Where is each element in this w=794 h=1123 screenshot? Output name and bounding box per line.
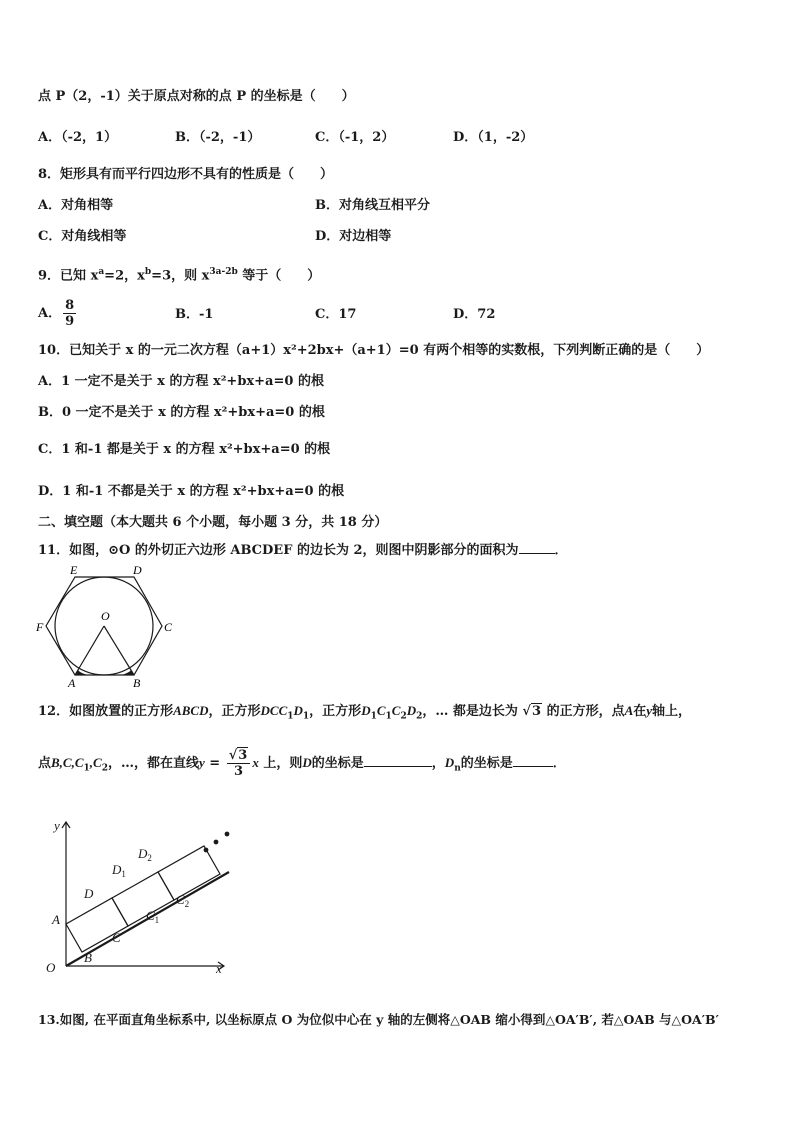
segment-oa xyxy=(75,626,104,675)
q13-stem: 13.如图, 在平面直角坐标系中, 以坐标原点 O 为位似中心在 y 轴的左侧将△OAB 缩小得到△OA′B′, 若△OAB 与△OA′B′ xyxy=(38,1012,719,1027)
q8-option-d: D．对边相等 xyxy=(315,229,392,244)
q7-option-a: A．（-2，1） xyxy=(38,130,118,145)
label-d: D xyxy=(133,563,142,577)
q11-stem: 11．如图，⊙O 的外切正六边形 ABCDEF 的边长为 2，则图中阴影部分的面积为 ． xyxy=(38,543,568,558)
q8-option-b: B．对角线互相平分 xyxy=(315,198,430,213)
q10-stem: 10．已知关于 x 的一元二次方程（a+1）x²+2bx+（a+1）=0 有两个相等的实数根，下列判断正确的是（ ） xyxy=(38,343,710,358)
label-y: y xyxy=(54,818,60,833)
q9-option-b: B．-1 xyxy=(175,307,214,322)
q7-option-d: D．（1，-2） xyxy=(453,130,534,145)
q12-squares-figure xyxy=(34,812,244,982)
q11-answer-blank[interactable] xyxy=(519,541,555,554)
q10-option-c: C．1 和-1 都是关于 x 的方程 x²+bx+a=0 的根 xyxy=(38,442,331,457)
continuation-dot-2 xyxy=(214,840,219,845)
label-e: E xyxy=(70,563,78,577)
q7-option-b: B．（-2，-1） xyxy=(175,130,261,145)
q10-option-b: B．0 一定不是关于 x 的方程 x²+bx+a=0 的根 xyxy=(38,405,325,420)
q12-answer-blank-d[interactable] xyxy=(364,754,432,767)
q9-option-c: C．17 xyxy=(315,307,357,322)
square-d1c1c2d2 xyxy=(158,846,220,900)
q9-option-a: A． $\frac{8}{9}$ xyxy=(38,298,75,329)
label-f: F xyxy=(36,620,44,634)
label-d: D xyxy=(84,886,94,901)
label-c: C xyxy=(112,930,121,945)
continuation-dot-1 xyxy=(204,848,209,853)
q9-stem: 9．已知 $x^a=2$，$x^b=3$，则 $x^{3a-2b}$ 等于（ ） xyxy=(38,267,321,284)
q9-option-d: D．72 xyxy=(453,307,496,322)
q12-answer-blank-dn[interactable] xyxy=(513,754,553,767)
label-a: A xyxy=(68,676,76,690)
continuation-dot-3 xyxy=(225,832,230,837)
q7-stem: 点 P（2，-1）关于原点对称的点 P 的坐标是（ ） xyxy=(38,89,355,104)
label-x: x xyxy=(216,961,222,976)
label-c: C xyxy=(164,620,173,634)
q12-stem-line2: 点$B,C,C_1,C_2$，…，都在直线y = $\frac{√3}{3}$ x 上，则D的坐标是 ，$D_n$的坐标是 ． xyxy=(38,748,566,779)
q12-slope-fraction: $\frac{√3}{3}$ xyxy=(227,748,251,779)
q12-stem-line1: 12．如图放置的正方形ABCD，正方形$DCC_1D_1$，正方形$D_1C_1C_2D_2$，… 都是边长为 √3 的正方形，点A在y轴上， xyxy=(38,703,692,722)
q8-stem: 8．矩形具有而平行四边形不具有的性质是（ ） xyxy=(38,167,334,182)
label-c2: $C_2$ xyxy=(176,892,190,909)
label-c1: $C_1$ xyxy=(146,908,160,925)
q10-option-a: A．1 一定不是关于 x 的方程 x²+bx+a=0 的根 xyxy=(38,374,324,389)
label-d2: $D_2$ xyxy=(138,846,152,863)
segment-ob xyxy=(104,626,134,675)
q11-hexagon-figure xyxy=(32,562,192,694)
q9-option-a-fraction: $\frac{8}{9}$ xyxy=(65,298,75,329)
label-o: O xyxy=(101,609,110,623)
q8-option-a: A．对角相等 xyxy=(38,198,114,213)
section-heading-fill-in: 二、填空题（本大题共 6 个小题，每小题 3 分，共 18 分） xyxy=(38,515,388,530)
q8-option-c: C．对角线相等 xyxy=(38,229,127,244)
label-d1: $D_1$ xyxy=(112,862,126,879)
label-a: A xyxy=(52,912,60,927)
q7-option-c: C．（-1，2） xyxy=(315,130,395,145)
label-b: B xyxy=(84,950,92,965)
label-b: B xyxy=(133,676,141,690)
label-o: O xyxy=(46,960,56,975)
q10-option-d: D．1 和-1 不都是关于 x 的方程 x²+bx+a=0 的根 xyxy=(38,484,345,499)
square-dcc1d1 xyxy=(112,872,174,926)
